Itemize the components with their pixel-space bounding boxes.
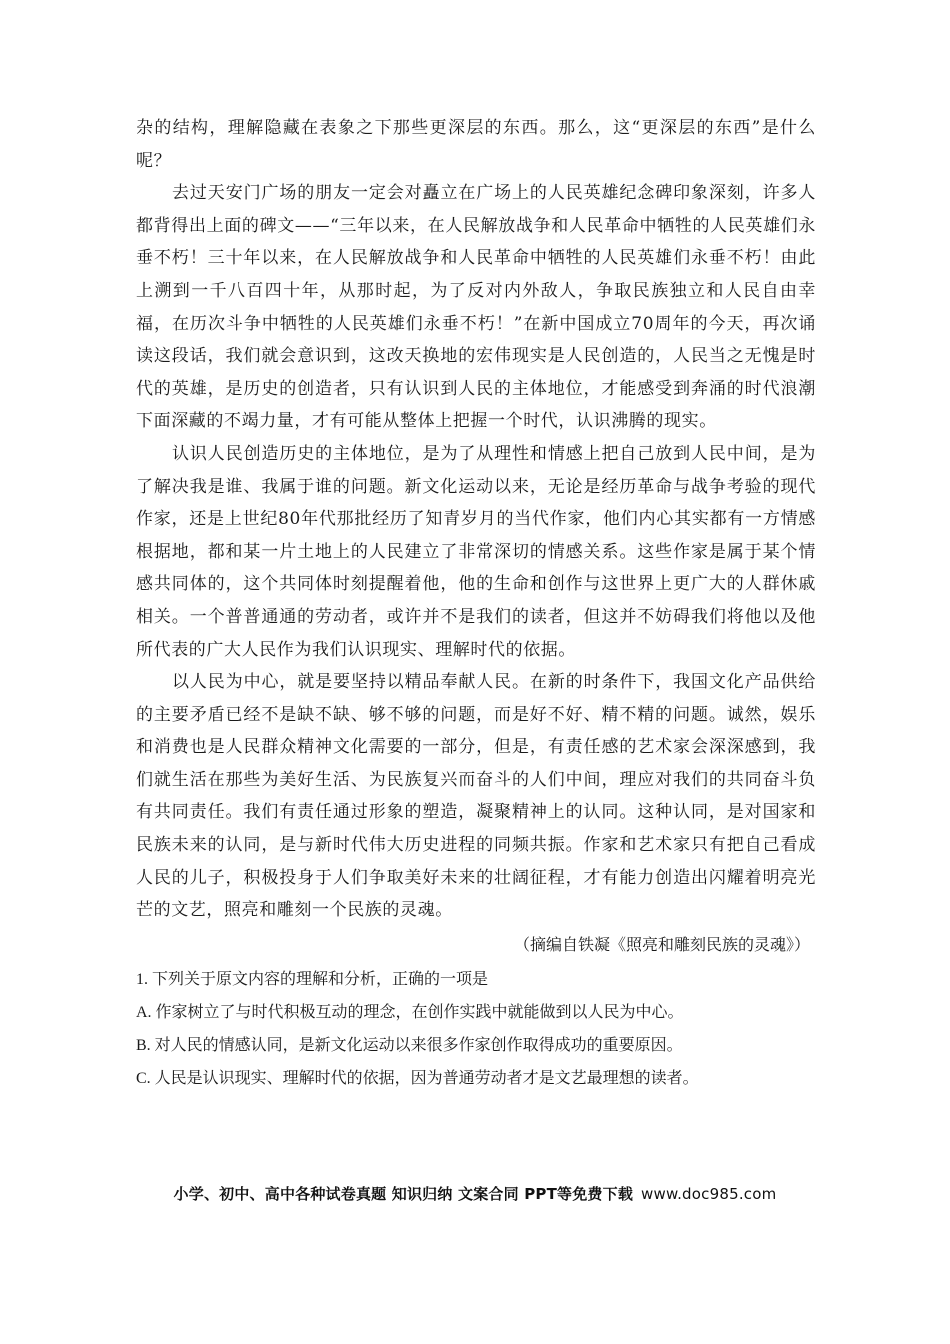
question-block (136, 963, 816, 1095)
page-footer (0, 1183, 950, 1204)
article-body (136, 112, 816, 927)
article-paragraph-1: 杂的结构，理解隐藏在表象之下那些更深层的东西。那么，这“更深层的东西”是什么呢？ (136, 118, 816, 171)
article-paragraph-4: 以人民为中心，就是要坚持以精品奉献人民。在新的时条件下，我国文化产品供给的主要矛盾已经不是缺不缺、够不够的问题，而是好不好、精不精的问题。诚然，娱乐和消费也是人民群众精神文化需要的一部分，但是，有责任感的艺术家会深深感到，我们就生活在那些为美好生活、为民族复兴而奋斗的人们中间，理应对我们的共同奋斗负有共同责任。我们有责任通过形象的塑造，凝聚精神上的认同。这种认同，是对国家和民族未来的认同，是与新时代伟大历史进程的同频共振。作家和艺术家只有把自己看成人民的儿子，积极投身于人们争取美好未来的壮阔征程，才有能力创造出闪耀着明亮光芒的文艺，照亮和雕刻一个民族的灵魂。 (136, 672, 816, 921)
footer-text: 小学、初中、高中各种试卷真题 知识归纳 文案合同 PPT等免费下载 (173, 1185, 634, 1203)
question-stem: 1. 下列关于原文内容的理解和分析，正确的一项是 (136, 970, 489, 988)
article-paragraph-3: 认识人民创造历史的主体地位，是为了从理性和情感上把自己放到人民中间，是为了解决我是谁、我属于谁的问题。新文化运动以来，无论是经历革命与战争考验的现代作家，还是上世纪80年代那批经历了知青岁月的当代作家，他们内心其实都有一方情感根据地，都和某一片土地上的人民建立了非常深切的情感关系。这些作家是属于某个情感共同体的，这个共同体时刻提醒着他，他的生命和创作与这世界上更广大的人群休戚相关。一个普普通通的劳动者，或许并不是我们的读者，但这并不妨碍我们将他以及他所代表的广大人民作为我们认识现实、理解时代的依据。 (136, 443, 816, 660)
article-paragraph-2: 去过天安门广场的朋友一定会对矗立在广场上的人民英雄纪念碑印象深刻，许多人都背得出上面的碑文——“三年以来，在人民解放战争和人民革命中牺牲的人民英雄们永垂不朽！三十年以来，在人民解放战争和人民革命中牺牲的人民英雄们永垂不朽！由此上溯到一千八百四十年，从那时起，为了反对内外敌人，争取民族独立和人民自由幸福，在历次斗争中牺牲的人民英雄们永垂不朽！”在新中国成立70周年的今天，再次诵读这段话，我们就会意识到，这改天换地的宏伟现实是人民创造的，人民当之无愧是时代的英雄，是历史的创造者，只有认识到人民的主体地位，才能感受到奔涌的时代浪潮下面深藏的不竭力量，才有可能从整体上把握一个时代，认识沸腾的现实。 (136, 183, 816, 432)
article-source: （摘编自铁凝《照亮和雕刻民族的灵魂》） (513, 934, 810, 954)
footer-url-link[interactable]: www.doc985.com (641, 1185, 777, 1203)
question-option-a: A. 作家树立了与时代积极互动的理念，在创作实践中就能做到以人民为中心。 (136, 1003, 684, 1021)
question-option-c: C. 人民是认识现实、理解时代的依据，因为普通劳动者才是文艺最理想的读者。 (136, 1069, 699, 1087)
document-page (136, 112, 816, 1095)
question-option-b: B. 对人民的情感认同，是新文化运动以来很多作家创作取得成功的重要原因。 (136, 1036, 683, 1054)
